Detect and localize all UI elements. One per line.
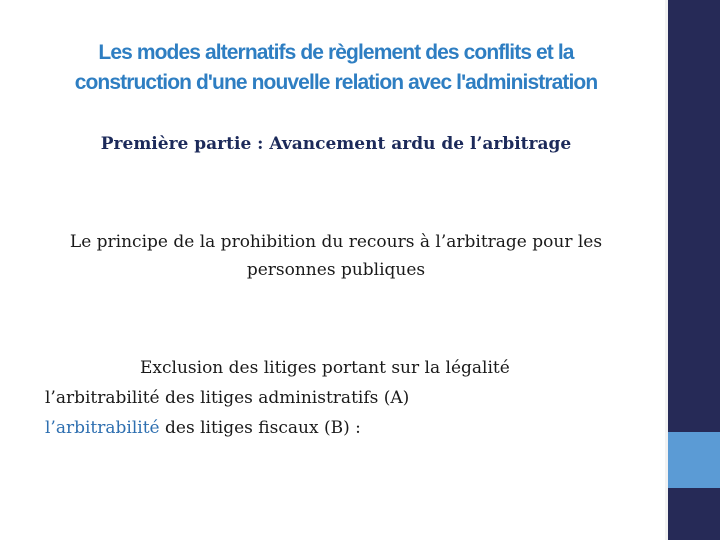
list-item: Exclusion des litiges portant sur la légalité	[140, 358, 510, 378]
list-item	[45, 413, 645, 443]
principle-line-2: personnes publiques	[246, 260, 426, 280]
principle-text	[0, 228, 672, 284]
principle-line-1: Le principe de la prohibition du recours à l’arbitrage pour les	[69, 232, 603, 252]
sidebar-dark-block-bottom	[668, 488, 720, 540]
list-item-text: des litiges fiscaux (B) :	[159, 418, 361, 438]
slide-subtitle: Première partie : Avancement ardu de l’arbitrage	[100, 134, 572, 154]
slide-title-line-1: Les modes alternatifs de règlement des conflits et la	[98, 41, 574, 64]
decorative-sidebar	[668, 0, 720, 540]
sidebar-dark-block-top	[668, 0, 720, 432]
slide-title	[0, 38, 672, 98]
content-list	[45, 353, 645, 443]
slide-title-line-2: construction d'une nouvelle relation avec l'administration	[74, 71, 598, 94]
highlighted-term: l’arbitrabilité	[45, 418, 160, 438]
list-item: l’arbitrabilité des litiges administratifs (A)	[45, 388, 410, 408]
sidebar-light-block	[668, 432, 720, 488]
